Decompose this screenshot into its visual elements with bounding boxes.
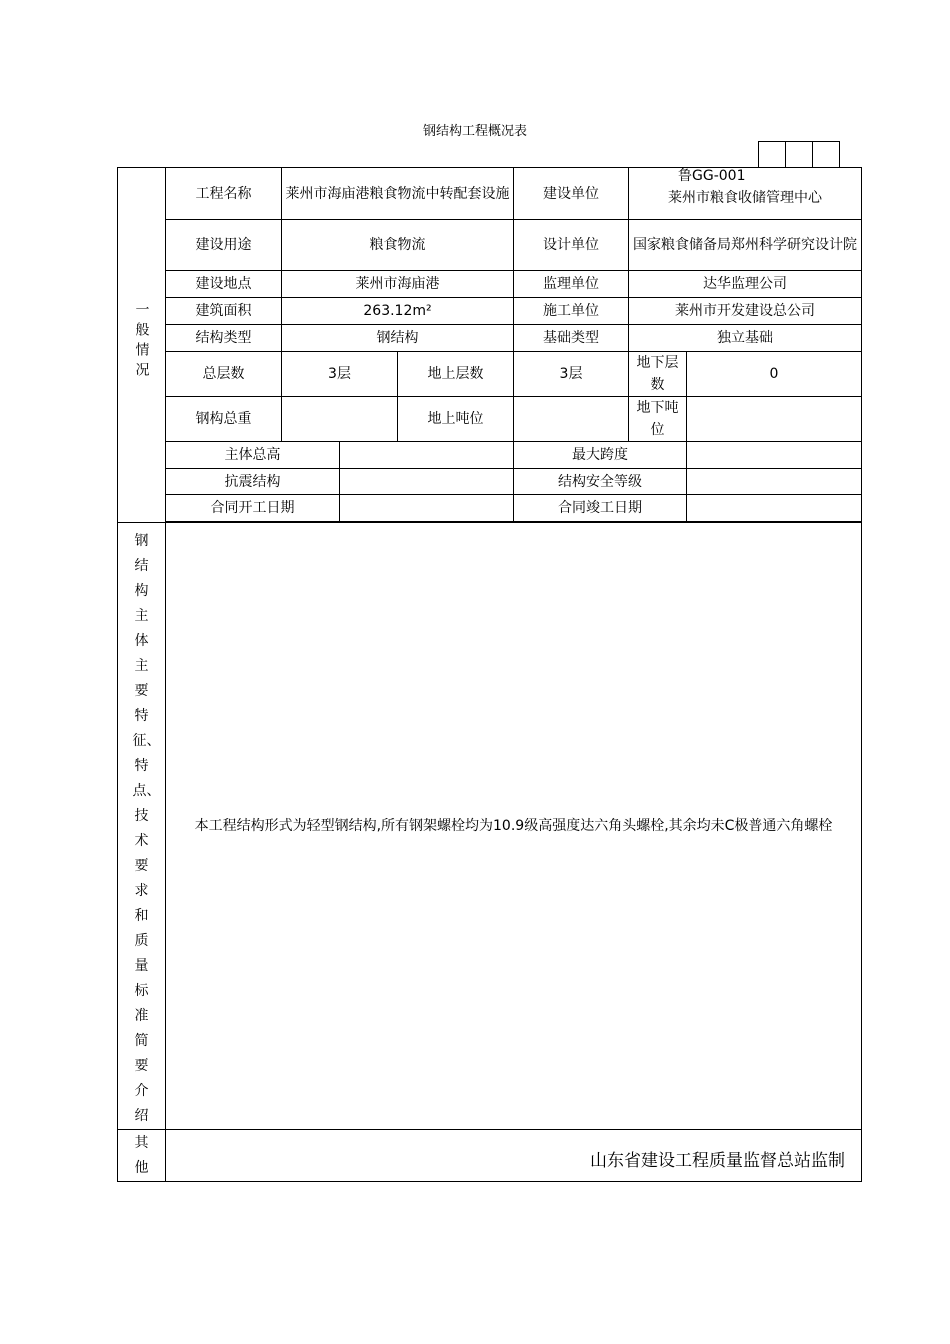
finish-date-label: 合同竣工日期 xyxy=(514,495,687,522)
designer-value: 国家粮食储备局郑州科学研究设计院 xyxy=(629,220,862,271)
section-other-label xyxy=(118,1130,166,1182)
safety-label: 结构安全等级 xyxy=(514,469,687,495)
area-label: 建筑面积 xyxy=(166,298,282,325)
usage-label: 建设用途 xyxy=(166,220,282,271)
section-features-label xyxy=(118,523,166,1130)
overview-table xyxy=(117,167,862,1182)
below-floors-label: 地下层数 xyxy=(629,352,687,397)
foundation-value: 独立基础 xyxy=(629,325,862,352)
floors-label: 总层数 xyxy=(166,352,282,397)
height-label: 主体总高 xyxy=(166,442,340,469)
area-value: 263.12m² xyxy=(282,298,514,325)
code-box xyxy=(786,142,813,168)
supervisor-label: 监理单位 xyxy=(514,271,629,298)
footer-issuer: 山东省建设工程质量监督总站监制 xyxy=(590,1151,845,1171)
span-value xyxy=(687,442,862,469)
project-name-value: 莱州市海庙港粮食物流中转配套设施 xyxy=(282,168,514,220)
builder-value: 莱州市粮食收储管理中心 xyxy=(629,168,862,220)
location-label: 建设地点 xyxy=(166,271,282,298)
above-floors-value: 3层 xyxy=(514,352,629,397)
below-tonnage-label: 地下吨位 xyxy=(629,397,687,442)
form-title: 钢结构工程概况表 xyxy=(422,124,527,139)
contractor-value: 莱州市开发建设总公司 xyxy=(629,298,862,325)
above-tonnage-value xyxy=(514,397,629,442)
contractor-label: 施工单位 xyxy=(514,298,629,325)
foundation-label: 基础类型 xyxy=(514,325,629,352)
builder-label: 建设单位 xyxy=(514,168,629,220)
start-date-value xyxy=(340,495,514,522)
start-date-label: 合同开工日期 xyxy=(166,495,340,522)
seismic-label: 抗震结构 xyxy=(166,469,340,495)
structure-label: 结构类型 xyxy=(166,325,282,352)
above-floors-label: 地上层数 xyxy=(398,352,514,397)
supervisor-value: 达华监理公司 xyxy=(629,271,862,298)
designer-label: 设计单位 xyxy=(514,220,629,271)
height-value xyxy=(340,442,514,469)
code-box xyxy=(759,142,786,168)
seismic-value xyxy=(340,469,514,495)
finish-date-value xyxy=(687,495,862,522)
section-other-text: 其他 xyxy=(134,1134,149,1176)
steel-weight-value xyxy=(282,397,398,442)
span-label: 最大跨度 xyxy=(514,442,687,469)
usage-value: 粮食物流 xyxy=(282,220,514,271)
safety-value xyxy=(687,469,862,495)
section-features-text: 钢结构主体主要特征、特点、技术要求和质量标准简要介绍 xyxy=(132,533,161,1124)
structure-value: 钢结构 xyxy=(282,325,514,352)
code-boxes xyxy=(758,141,840,168)
above-tonnage-label: 地上吨位 xyxy=(398,397,514,442)
steel-weight-label: 钢构总重 xyxy=(166,397,282,442)
section-general-text: 一般情况 xyxy=(133,301,150,382)
below-tonnage-value xyxy=(687,397,862,442)
floors-value: 3层 xyxy=(282,352,398,397)
features-description: 本工程结构形式为轻型钢结构,所有钢架螺栓均为10.9级高强度达六角头螺栓,其余均未C极普通六角螺栓 xyxy=(166,523,862,1130)
form-code: 鲁GG-001 xyxy=(678,168,746,184)
section-general-label xyxy=(118,168,166,523)
project-name-label: 工程名称 xyxy=(166,168,282,220)
below-floors-value: 0 xyxy=(687,352,862,397)
location-value: 莱州市海庙港 xyxy=(282,271,514,298)
code-box xyxy=(813,142,840,168)
